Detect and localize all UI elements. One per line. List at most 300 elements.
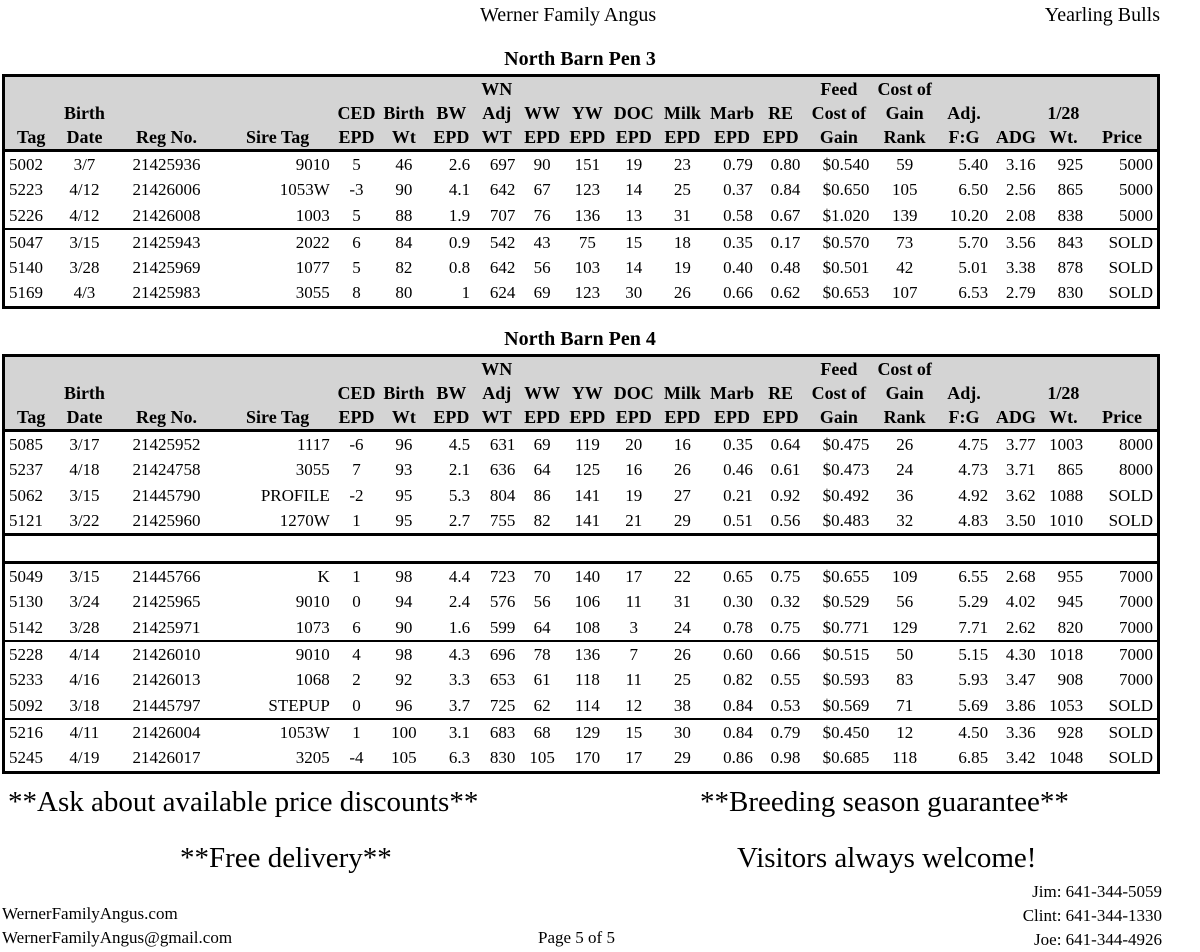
cell-feed-cost-of-gain: $0.515 [804,641,873,667]
cell-birth-wt: 46 [395,155,413,174]
cell-ced-epd: 1 [334,719,379,745]
cell-adg: 2.08 [1005,205,1036,225]
table-row [4,151,1159,178]
contact-joe: Joe: 641-344-4926 [1034,930,1162,949]
cell-re-epd: 0.56 [770,510,801,530]
cell-reg-no: 21426006 [132,180,201,200]
cell-birth-date: 4/12 [69,180,100,200]
cell-adj-f-g: 5.70 [936,229,992,255]
cell-birth-wt: 90 [395,180,413,200]
col-header-sire-tag: Sire Tag [246,127,310,147]
col-header-price: Price [1102,127,1143,147]
cell-birth-wt: 84 [379,229,429,255]
cell-re-epd: 0.66 [757,641,804,667]
cell-wn-adj-wt: 725 [489,695,516,715]
col-header-adg: ADG [995,407,1036,427]
cell-wn-adj-wt: 697 [489,155,516,174]
cell-sire-tag: 9010 [295,592,330,612]
cell-yw-epd: 75 [565,229,610,255]
cell-adj-f-g: 4.75 [958,435,989,454]
cell-price: SOLD [1108,258,1153,278]
table-row [4,431,1159,458]
cell-sire-tag: 3055 [295,460,330,480]
cell-doc-epd: 11 [625,670,642,690]
cell-ww-epd: 86 [533,485,551,505]
cell-milk-epd: 16 [673,435,691,454]
cell-cost-of-gain-rank: 59 [896,155,914,174]
cell-wn-adj-wt: 696 [474,641,519,667]
cell-adj-f-g: 6.85 [958,748,989,768]
cell-yw-epd: 151 [574,155,601,174]
cell-cost-of-gain-rank: 56 [896,592,914,612]
cell-reg-no: 21426004 [111,719,221,745]
cell-reg-no: 21425952 [132,435,201,454]
cell-adg: 2.68 [1005,567,1036,587]
cell-price: 8000 [1119,435,1153,454]
cell-adj-f-g: 6.50 [958,180,989,200]
cell-tag: 5169 [9,283,43,303]
cell-birth-date: 4/14 [57,641,111,667]
cell-cost-of-gain-rank: 73 [873,229,936,255]
cell-doc-epd: 17 [625,748,643,768]
cell-sire-tag: 2022 [222,229,334,255]
cell-doc-epd: 15 [610,719,657,745]
cell-price: 8000 [1119,460,1153,480]
cell-yw-epd: 123 [574,283,601,303]
cell-tag: 5085 [9,435,43,454]
cell-ced-epd: 2 [352,670,361,690]
cell-yw-epd: 103 [574,258,601,278]
cell-bw-epd: 1.6 [448,617,471,637]
cell-yw-epd: 136 [574,205,601,225]
cell-wn-adj-wt: 636 [489,460,516,480]
cell-adj-f-g: 4.92 [958,485,989,505]
cell-sire-tag: 3205 [295,748,330,768]
cell-birth-wt: 96 [395,435,413,454]
cell-re-epd: 0.55 [770,670,801,690]
col-header-cost-of-gain-rank: Cost of Gain Rank [877,79,932,147]
cell-birth-date: 3/17 [69,435,100,454]
page-number: Page 5 of 5 [538,928,615,947]
cell-adj-f-g: 5.69 [958,695,989,715]
cell-re-epd: 0.67 [770,205,801,225]
cell-sire-tag: 1270W [279,510,330,530]
cell-cost-of-gain-rank: 36 [896,485,914,505]
cell-wn-adj-wt: 755 [489,510,516,530]
cell-adg: 3.77 [1005,435,1036,454]
cell-ced-epd: 8 [352,283,361,303]
cell-reg-no: 21425965 [132,592,201,612]
table-row [4,280,1159,307]
cell-feed-cost-of-gain: $1.020 [822,205,870,225]
cell-adg: 4.02 [1005,592,1036,612]
cell-yw-epd: 108 [574,617,601,637]
cell-bw-epd: 4.4 [448,567,471,587]
cell-wn-adj-wt: 683 [474,719,519,745]
cell-1-28-wt: 1010 [1049,510,1084,530]
col-header-wn-adj-wt: WN Adj WT [481,359,513,427]
cell-milk-epd: 38 [673,695,691,715]
cell-cost-of-gain-rank: 71 [896,695,914,715]
cell-reg-no: 21426008 [132,205,201,225]
cell-reg-no: 21445766 [132,567,201,587]
cell-ced-epd: 5 [352,258,361,278]
cell-bw-epd: 3.3 [448,670,471,690]
cell-birth-date: 3/22 [69,510,100,530]
cell-ced-epd: 1 [352,510,361,530]
cell-re-epd: 0.92 [770,485,801,505]
cell-birth-wt: 105 [391,748,417,768]
cell-adj-f-g: 10.20 [949,205,989,225]
cell-adg: 3.62 [1005,485,1036,505]
delivery-note: **Free delivery** [180,842,392,874]
cell-feed-cost-of-gain: $0.540 [822,155,870,174]
cell-marb-epd: 0.46 [723,460,753,480]
cell-adg: 3.16 [1005,155,1036,174]
cell-yw-epd: 140 [574,567,601,587]
cell-adg: 3.56 [992,229,1039,255]
cell-1-28-wt: 1003 [1049,435,1084,454]
cell-sire-tag: PROFILE [260,485,330,505]
col-header-cost-of-gain-rank: Cost of Gain Rank [877,359,932,427]
cell-ww-epd: 76 [533,205,551,225]
cell-ww-epd: 56 [533,258,551,278]
cell-ced-epd: 0 [352,695,361,715]
cell-ced-epd: 1 [352,567,361,587]
cell-yw-epd: 141 [574,510,601,530]
cell-yw-epd: 129 [565,719,610,745]
cell-sire-tag: 1003 [295,205,330,225]
cell-marb-epd: 0.35 [723,435,753,454]
cell-bw-epd: 2.1 [448,460,471,480]
cell-yw-epd: 125 [574,460,601,480]
cell-sire-tag: 1068 [295,670,330,690]
cell-ww-epd: 64 [533,617,551,637]
cell-adj-f-g: 5.93 [958,670,989,690]
cell-price: SOLD [1087,719,1158,745]
cell-1-28-wt: 908 [1057,670,1084,690]
cell-sire-tag: 1077 [295,258,330,278]
cell-price: SOLD [1108,695,1153,715]
cell-price: 5000 [1119,205,1153,225]
cell-1-28-wt: 1048 [1049,748,1084,768]
cell-bw-epd: 4.3 [429,641,474,667]
cell-price: 7000 [1119,617,1153,637]
cell-marb-epd: 0.84 [723,695,753,715]
cell-1-28-wt: 1053 [1049,695,1084,715]
cell-milk-epd: 25 [673,180,691,200]
cell-yw-epd: 114 [574,695,600,715]
cell-feed-cost-of-gain: $0.501 [822,258,870,278]
cell-adg: 3.50 [1005,510,1036,530]
cell-bw-epd: 0.9 [429,229,474,255]
cell-reg-no: 21425971 [132,617,201,637]
cell-ced-epd: 4 [334,641,379,667]
cell-yw-epd: 123 [574,180,601,200]
cell-birth-date: 3/28 [69,258,100,278]
cell-feed-cost-of-gain: $0.483 [822,510,870,530]
cell-marb-epd: 0.30 [723,592,753,612]
cell-adj-f-g: 5.01 [958,258,989,278]
col-header-doc-epd: DOC EPD [613,383,654,427]
cell-doc-epd: 15 [610,229,657,255]
farm-name: Werner Family Angus [480,4,657,26]
cell-marb-epd: 0.78 [723,617,753,637]
cell-doc-epd: 11 [625,592,642,612]
cell-bw-epd: 0.8 [448,258,471,278]
cell-ww-epd: 69 [533,283,551,303]
col-header-re-epd: RE EPD [762,383,799,427]
cell-price: 5000 [1119,155,1153,174]
cell-ww-epd: 105 [529,748,555,768]
cell-feed-cost-of-gain: $0.653 [822,283,870,303]
cell-tag: 5002 [9,155,43,174]
cell-adj-f-g: 7.71 [958,617,989,637]
cell-re-epd: 0.64 [770,435,801,454]
cell-milk-epd: 31 [673,205,691,225]
col-header-adj-f-g: Adj. F:G [947,383,981,427]
cell-milk-epd: 19 [673,258,691,278]
cell-doc-epd: 14 [625,180,643,200]
cell-wn-adj-wt: 624 [489,283,516,303]
cell-wn-adj-wt: 642 [489,258,516,278]
cell-doc-epd: 16 [625,460,643,480]
cell-adg: 3.47 [1005,670,1036,690]
cell-price: 7000 [1119,670,1153,690]
cell-re-epd: 0.80 [770,155,801,174]
col-header-reg-no: Reg No. [135,407,197,427]
cell-price: SOLD [1108,748,1153,768]
cell-milk-epd: 27 [673,485,691,505]
cell-birth-date: 4/19 [69,748,100,768]
cell-doc-epd: 3 [629,617,639,637]
cell-doc-epd: 17 [625,567,643,587]
cell-re-epd: 0.17 [757,229,804,255]
cell-cost-of-gain-rank: 12 [873,719,936,745]
cell-tag: 5245 [9,748,43,768]
cell-bw-epd: 3.1 [429,719,474,745]
cell-re-epd: 0.62 [770,283,801,303]
cell-milk-epd: 26 [658,641,708,667]
cell-re-epd: 0.53 [770,695,801,715]
cell-wn-adj-wt: 830 [489,748,516,768]
cell-birth-date: 4/16 [69,670,100,690]
cell-doc-epd: 21 [625,510,643,530]
cell-feed-cost-of-gain: $0.650 [822,180,870,200]
cell-wn-adj-wt: 576 [489,592,516,612]
cell-milk-epd: 23 [673,155,691,174]
cell-reg-no: 21425936 [132,155,201,174]
col-header-birth-date: Birth Date [63,383,105,427]
cell-birth-wt: 96 [395,695,413,715]
cell-birth-date: 3/24 [69,592,100,612]
cell-wn-adj-wt: 653 [489,670,516,690]
contact-list [1023,880,1162,952]
cell-marb-epd: 0.86 [723,748,753,768]
cell-ced-epd: 7 [352,460,361,480]
cell-milk-epd: 31 [673,592,691,612]
pen-title: North Barn Pen 3 [504,48,656,70]
cell-birth-wt: 93 [395,460,413,480]
cell-re-epd: 0.32 [770,592,801,612]
cell-feed-cost-of-gain: $0.475 [822,435,870,454]
cell-milk-epd: 26 [673,460,691,480]
cell-cost-of-gain-rank: 107 [891,283,918,303]
table-row [4,203,1159,229]
cell-reg-no: 21425969 [132,258,201,278]
cell-bw-epd: 2.7 [448,510,471,530]
cell-adg: 3.38 [1005,258,1036,278]
cell-wn-adj-wt: 707 [489,205,516,225]
table-row [4,693,1159,719]
cell-ww-epd: 90 [533,155,551,174]
cell-birth-wt: 82 [395,258,413,278]
col-header-milk-epd: Milk EPD [663,383,701,427]
cell-1-28-wt: 878 [1057,258,1084,278]
cell-birth-date: 3/15 [69,485,100,505]
cell-adg: 2.62 [1005,617,1036,637]
cell-ww-epd: 70 [533,567,551,587]
cell-tag: 5142 [9,617,43,637]
cell-bw-epd: 2.6 [448,155,471,174]
cell-milk-epd: 18 [658,229,708,255]
cell-price: 7000 [1087,641,1158,667]
col-header-ww-epd: WW EPD [524,383,561,427]
cell-1-28-wt: 865 [1057,180,1084,200]
cell-milk-epd: 25 [673,670,691,690]
cell-1-28-wt: 1018 [1040,641,1087,667]
cell-birth-date: 4/3 [73,283,96,303]
table-row [4,745,1159,772]
cell-tag: 5223 [9,180,43,200]
cell-cost-of-gain-rank: 26 [896,435,914,454]
col-header-adj-f-g: Adj. F:G [947,103,981,147]
cell-1-28-wt: 843 [1040,229,1087,255]
visitors-note: Visitors always welcome! [737,842,1037,874]
cell-feed-cost-of-gain: $0.473 [822,460,870,480]
cell-ced-epd: -3 [349,180,364,200]
cell-price: SOLD [1108,510,1153,530]
table-row [4,229,1159,255]
cell-feed-cost-of-gain: $0.529 [822,592,870,612]
col-header-yw-epd: YW EPD [569,383,606,427]
cell-ced-epd: 6 [352,617,361,637]
cell-reg-no: 21425943 [111,229,221,255]
cell-wn-adj-wt: 804 [489,485,516,505]
cell-tag: 5216 [4,719,58,745]
cell-birth-wt: 95 [395,485,413,505]
cell-birth-date: 4/12 [69,205,100,225]
cell-milk-epd: 29 [673,748,691,768]
cell-re-epd: 0.75 [770,617,801,637]
cell-reg-no: 21426013 [132,670,201,690]
cell-birth-date: 3/15 [57,229,111,255]
cell-yw-epd: 118 [574,670,600,690]
cell-1-28-wt: 925 [1057,155,1084,174]
cell-cost-of-gain-rank: 109 [891,567,918,587]
cell-sire-tag: STEPUP [268,695,330,715]
col-header-feed-cost-of-gain: Feed Cost of Gain [811,79,867,147]
cell-cost-of-gain-rank: 83 [896,670,914,690]
cell-doc-epd: 19 [625,485,643,505]
cell-ced-epd: 5 [352,155,361,174]
cell-tag: 5140 [9,258,43,278]
website: WernerFamilyAngus.com [2,904,178,923]
col-header-doc-epd: DOC EPD [613,103,654,147]
col-header-birth-wt: Birth Wt [383,103,425,147]
cell-adg: 3.42 [1005,748,1036,768]
cell-bw-epd: 4.5 [448,435,471,454]
group-separator [4,535,1159,563]
contact-clint: Clint: 641-344-1330 [1022,906,1162,925]
cell-adj-f-g: 4.73 [958,460,989,480]
cell-birth-wt: 92 [395,670,413,690]
cell-sire-tag: 3055 [295,283,330,303]
cell-cost-of-gain-rank: 50 [873,641,936,667]
pen-title: North Barn Pen 4 [504,328,656,350]
cell-1-28-wt: 820 [1057,617,1084,637]
col-header-tag: Tag [17,127,46,147]
cell-yw-epd: 106 [574,592,601,612]
col-header-ced-epd: CED EPD [337,103,376,147]
col-header-ww-epd: WW EPD [524,103,561,147]
cell-1-28-wt: 945 [1057,592,1084,612]
cell-price: 5000 [1119,180,1153,200]
cell-cost-of-gain-rank: 32 [896,510,914,530]
cell-ww-epd: 82 [533,510,551,530]
table-row [4,508,1159,535]
cell-adj-f-g: 4.83 [958,510,989,530]
cell-price: 7000 [1119,592,1153,612]
table-row [4,667,1159,692]
cell-tag: 5226 [9,205,43,225]
col-header-bw-epd: BW EPD [433,103,470,147]
cell-doc-epd: 30 [625,283,643,303]
cell-birth-wt: 100 [379,719,429,745]
cell-bw-epd: 6.3 [448,748,471,768]
cell-price: SOLD [1108,283,1153,303]
cell-reg-no: 21426017 [132,748,201,768]
cell-birth-wt: 95 [395,510,413,530]
cell-marb-epd: 0.60 [707,641,757,667]
cell-sire-tag: 1053W [279,180,330,200]
cell-doc-epd: 14 [625,258,643,278]
cell-wn-adj-wt: 542 [474,229,519,255]
cell-milk-epd: 30 [658,719,708,745]
cell-adg: 2.56 [1005,180,1036,200]
cell-cost-of-gain-rank: 105 [891,180,918,200]
cell-feed-cost-of-gain: $0.771 [822,617,870,637]
cell-doc-epd: 13 [625,205,643,225]
cell-bw-epd: 2.4 [448,592,471,612]
cell-reg-no: 21445797 [132,695,201,715]
cell-cost-of-gain-rank: 24 [896,460,914,480]
cell-marb-epd: 0.79 [723,155,753,174]
col-header-1-28-wt: 1/28 Wt. [1047,383,1080,427]
col-header-yw-epd: YW EPD [569,103,606,147]
cell-reg-no: 21425960 [132,510,201,530]
cell-birth-date: 3/28 [69,617,100,637]
cell-wn-adj-wt: 723 [489,567,516,587]
cell-birth-date: 3/18 [69,695,100,715]
cell-adg: 3.36 [992,719,1039,745]
cell-sire-tag: 1053W [222,719,334,745]
cell-doc-epd: 12 [625,695,643,715]
cell-ww-epd: 43 [519,229,564,255]
cell-1-28-wt: 865 [1057,460,1084,480]
cell-bw-epd: 4.1 [448,180,471,200]
cell-bw-epd: 1.9 [448,205,471,225]
